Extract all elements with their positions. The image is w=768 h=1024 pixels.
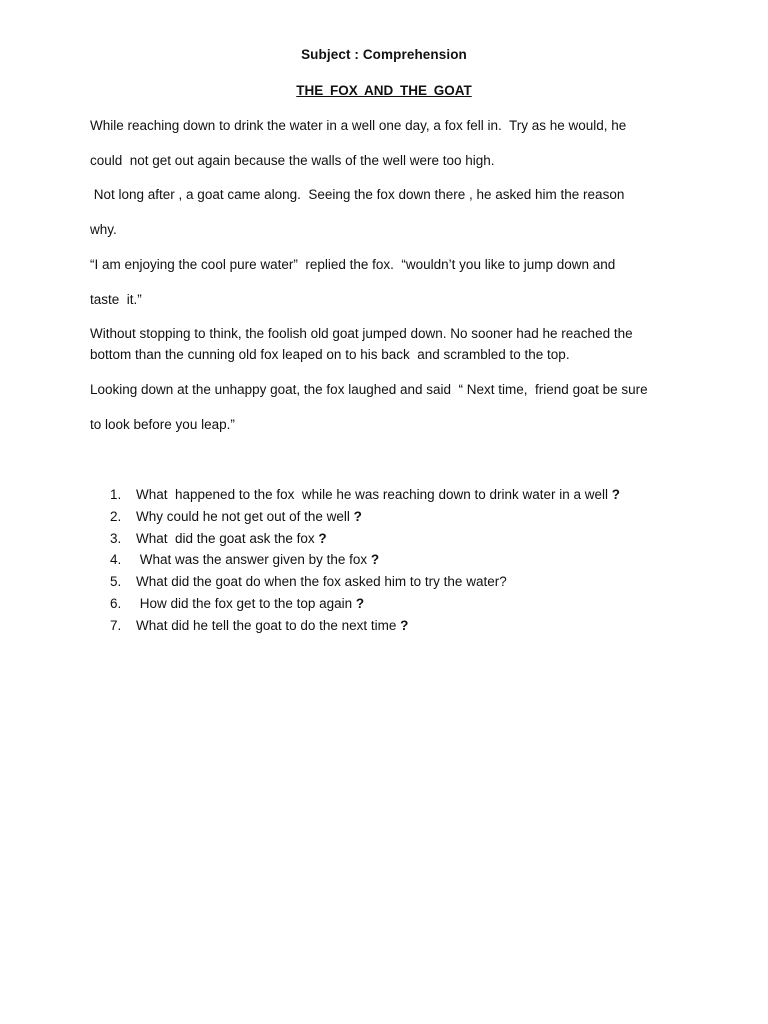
story-line: could not get out again because the walls of the well were too high. (90, 153, 495, 168)
question-number: 4. (110, 552, 122, 568)
story-line: “I am enjoying the cool pure water” replied the fox. “wouldn’t you like to jump down and (90, 257, 616, 272)
question-item (110, 508, 620, 530)
question-item (110, 530, 620, 552)
story-line: While reaching down to drink the water in a well one day, a fox fell in. Try as he would, he (90, 118, 627, 133)
story-line: Not long after , a goat came along. Seeing the fox down there , he asked him the reason (90, 187, 625, 202)
question-text: What did he tell the goat to do the next time (136, 617, 401, 633)
question-number: 1. (110, 487, 122, 502)
story-title: THE FOX AND THE GOAT (296, 83, 472, 98)
question-mark: ? (400, 617, 409, 633)
question-mark: ? (611, 487, 621, 502)
story-line: Without stopping to think, the foolish old goat jumped down. No sooner had he reached the (90, 326, 633, 341)
question-list (110, 486, 620, 639)
story-line: Looking down at the unhappy goat, the fox laughed and said “ Next time, friend goat be sure (90, 382, 648, 397)
question-item (110, 595, 620, 617)
question-number: 2. (110, 508, 122, 524)
question-text: How did the fox get to the top again (136, 595, 356, 611)
question-text: What happened to the fox while he was reaching down to drink water in a well (136, 487, 612, 502)
question-item (110, 573, 620, 595)
question-number: 6. (110, 595, 122, 611)
story-line: bottom than the cunning old fox leaped on to his back and scrambled to the top. (90, 347, 570, 362)
subject-heading: Subject : Comprehension (301, 47, 467, 62)
question-number: 7. (110, 617, 122, 633)
story-line: taste it.” (90, 292, 142, 307)
story-line: to look before you leap.” (90, 417, 235, 432)
question-text: What did the goat ask the fox (136, 530, 319, 546)
question-mark: ? (318, 530, 327, 546)
question-item (110, 551, 620, 573)
question-mark: ? (355, 595, 365, 611)
question-text: What did the goat do when the fox asked him to try the water? (136, 574, 507, 590)
question-number: 5. (110, 574, 122, 590)
question-mark: ? (353, 508, 362, 524)
question-text: What was the answer given by the fox (136, 552, 371, 568)
story-line: why. (90, 222, 117, 237)
question-item (110, 617, 620, 639)
question-number: 3. (110, 530, 122, 546)
question-mark: ? (370, 552, 380, 568)
question-text: Why could he not get out of the well (136, 508, 354, 524)
question-item (110, 486, 620, 508)
